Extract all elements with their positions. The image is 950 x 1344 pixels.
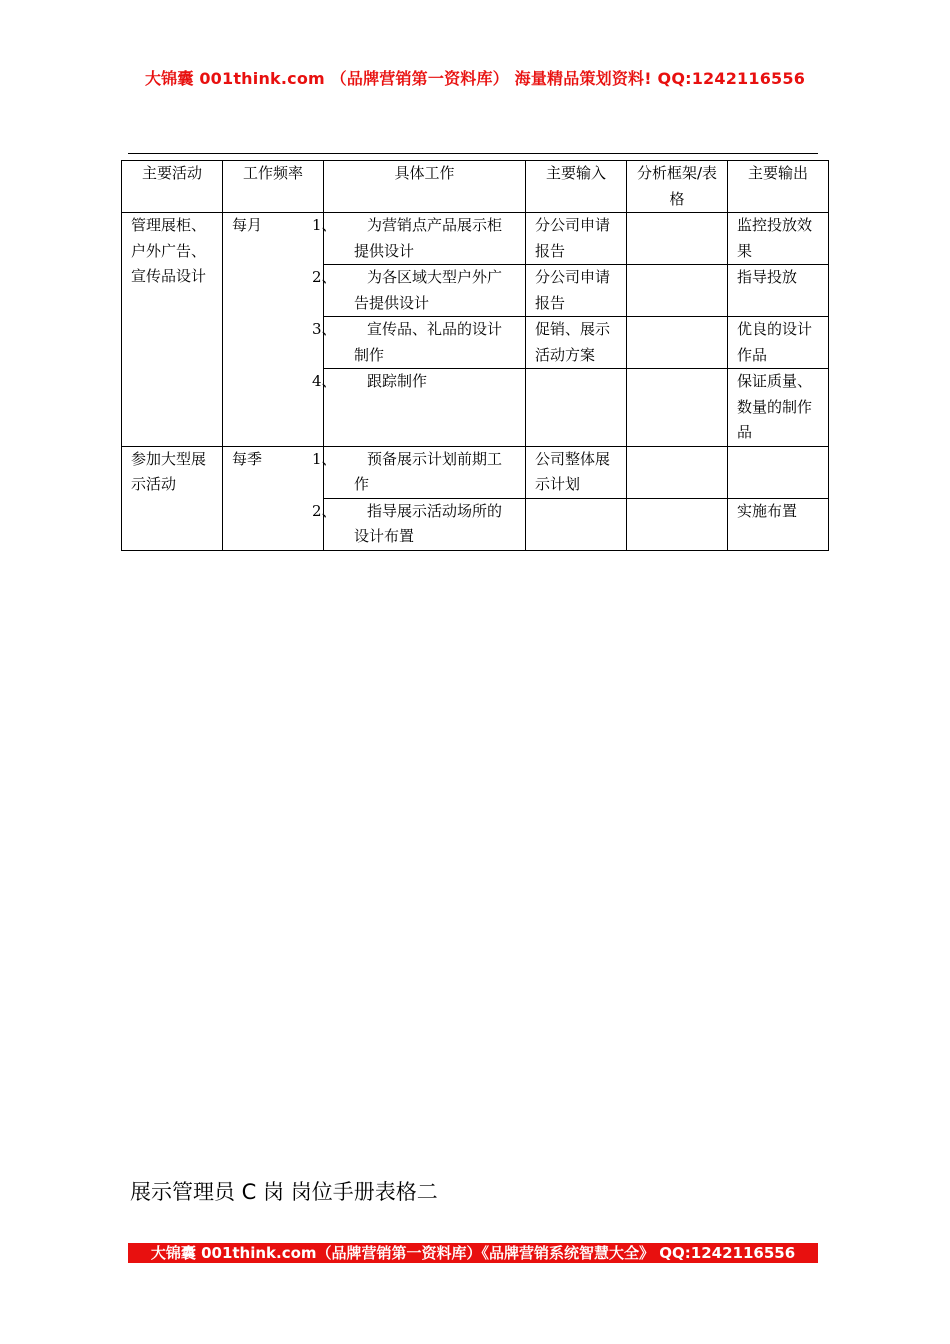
framework-cell	[627, 213, 728, 265]
item-number: 1、	[312, 216, 337, 234]
output-cell: 保证质量、数量的制作品	[728, 369, 829, 447]
work-cell	[312, 498, 526, 550]
work-cell	[312, 265, 526, 317]
input-cell: 公司整体展示计划	[526, 446, 627, 498]
work-text: 为营销点产品展示柜提供设计	[354, 216, 503, 260]
header-divider	[128, 153, 818, 154]
document-title: 展示管理员 C 岗 岗位手册表格二	[130, 1180, 438, 1204]
input-cell: 分公司申请报告	[526, 213, 627, 265]
work-text: 指导展示活动场所的设计布置	[354, 501, 503, 545]
table-row	[122, 446, 829, 498]
activity-cell: 管理展柜、户外广告、宣传品设计	[122, 213, 223, 447]
footer-banner: 大锦囊 001think.com（品牌营销第一资料库）《品牌营销系统智慧大全》 QQ:1242116556	[128, 1243, 818, 1263]
work-cell	[312, 317, 526, 369]
column-header: 主要输出	[728, 161, 829, 213]
framework-cell	[627, 317, 728, 369]
output-cell: 优良的设计作品	[728, 317, 829, 369]
header-banner: 大锦囊 001think.com （品牌营销第一资料库） 海量精品策划资料! QQ:1242116556	[144, 69, 806, 88]
framework-cell	[627, 498, 728, 550]
column-header: 具体工作	[324, 161, 526, 213]
input-cell: 分公司申请报告	[526, 265, 627, 317]
framework-cell	[627, 369, 728, 447]
item-number: 1、	[312, 449, 337, 468]
output-cell: 指导投放	[728, 265, 829, 317]
input-cell: 促销、展示活动方案	[526, 317, 627, 369]
work-text: 预备展示计划前期工作	[354, 449, 503, 493]
output-cell: 监控投放效果	[728, 213, 829, 265]
frequency-cell: 每月	[223, 213, 324, 447]
item-number: 2、	[312, 268, 337, 286]
framework-cell	[627, 265, 728, 317]
column-header: 分析框架/表格	[627, 161, 728, 213]
work-text: 跟踪制作	[367, 372, 428, 390]
column-header: 主要活动	[122, 161, 223, 213]
work-cell	[312, 369, 526, 447]
activity-cell: 参加大型展示活动	[122, 446, 223, 550]
item-number: 2、	[312, 501, 337, 520]
frequency-cell: 每季	[223, 446, 324, 550]
input-cell	[526, 369, 627, 447]
output-cell	[728, 446, 829, 498]
column-header: 主要输入	[526, 161, 627, 213]
framework-cell	[627, 446, 728, 498]
input-cell	[526, 498, 627, 550]
item-number: 3、	[312, 320, 337, 338]
table-header-row	[122, 161, 829, 213]
output-cell: 实施布置	[728, 498, 829, 550]
job-duties-table	[121, 160, 829, 551]
table-row	[122, 213, 829, 265]
work-text: 宣传品、礼品的设计制作	[354, 320, 503, 364]
work-cell	[312, 446, 526, 498]
work-text: 为各区域大型户外广告提供设计	[354, 268, 503, 312]
work-cell	[312, 213, 526, 265]
item-number: 4、	[312, 372, 337, 390]
column-header: 工作频率	[223, 161, 324, 213]
